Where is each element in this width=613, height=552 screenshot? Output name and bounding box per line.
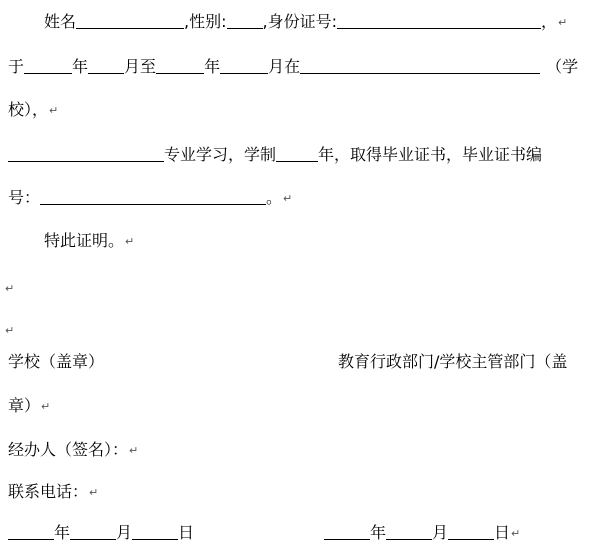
month-label: 月 bbox=[124, 57, 141, 76]
paragraph-mark-icon: ↵ bbox=[511, 527, 521, 540]
duration-field[interactable] bbox=[276, 143, 318, 162]
start-year-field[interactable] bbox=[24, 55, 72, 74]
paragraph-mark-icon: ↵ bbox=[89, 486, 99, 499]
year-label: 年 bbox=[72, 57, 89, 76]
line-school-close bbox=[8, 98, 58, 122]
to-label: 至 bbox=[140, 57, 157, 76]
dept-seal-close: 章） bbox=[8, 396, 41, 415]
comma: ， bbox=[540, 12, 557, 31]
end-month-field[interactable] bbox=[220, 55, 268, 74]
line-name bbox=[44, 10, 567, 34]
right-month-field[interactable] bbox=[386, 521, 432, 540]
gender-label: ,性别: bbox=[184, 12, 227, 31]
name-label: 姓名 bbox=[44, 12, 77, 31]
left-year-field[interactable] bbox=[8, 521, 54, 540]
name-field[interactable] bbox=[76, 10, 184, 29]
end-year-field[interactable] bbox=[156, 55, 204, 74]
gender-field[interactable] bbox=[227, 10, 263, 29]
paragraph-mark-icon: ↵ bbox=[283, 192, 293, 205]
right-day-field[interactable] bbox=[448, 521, 494, 540]
paragraph-mark-icon: ↵ bbox=[558, 16, 568, 29]
day-label: 日 bbox=[494, 523, 511, 542]
school-field[interactable] bbox=[300, 55, 540, 74]
start-month-field[interactable] bbox=[88, 55, 124, 74]
line-period bbox=[8, 55, 578, 79]
dept-seal-label: 教育行政部门/学校主管部门（盖 bbox=[338, 352, 568, 371]
year-label: 年 bbox=[54, 523, 71, 542]
line-dept-seal-close bbox=[8, 394, 50, 418]
empty-line-1 bbox=[4, 276, 14, 300]
id-label: ,身份证号: bbox=[262, 12, 337, 31]
line-handler bbox=[8, 438, 138, 462]
paragraph-mark-icon: ↵ bbox=[5, 324, 15, 337]
line-cert-no bbox=[8, 186, 292, 210]
month-label: 月 bbox=[432, 523, 449, 542]
left-day-field[interactable] bbox=[132, 521, 178, 540]
line-major bbox=[8, 143, 542, 167]
year-get-label: 年，取得毕业证书，毕业证书编 bbox=[318, 145, 543, 164]
left-month-field[interactable] bbox=[70, 521, 116, 540]
school-seal-label: 学校（盖章） bbox=[8, 352, 105, 371]
major-study-label: 专业学习，学制 bbox=[164, 145, 277, 164]
line-date-left bbox=[8, 521, 194, 545]
paragraph-mark-icon: ↵ bbox=[41, 400, 51, 413]
paragraph-mark-icon: ↵ bbox=[49, 104, 59, 117]
major-field[interactable] bbox=[8, 143, 164, 162]
line-date-right bbox=[324, 521, 520, 545]
line-phone bbox=[8, 480, 98, 504]
school-close: 校）， bbox=[8, 100, 49, 119]
year-label: 年 bbox=[204, 57, 221, 76]
id-number-field[interactable] bbox=[337, 10, 541, 29]
month-label: 月 bbox=[116, 523, 133, 542]
empty-line-2 bbox=[4, 318, 14, 342]
day-label: 日 bbox=[178, 523, 195, 542]
at-label: 月在 bbox=[268, 57, 301, 76]
from-label: 于 bbox=[8, 57, 25, 76]
right-year-field[interactable] bbox=[324, 521, 370, 540]
handler-label: 经办人（签名）： bbox=[8, 440, 129, 459]
paragraph-mark-icon: ↵ bbox=[129, 444, 139, 457]
paragraph-mark-icon: ↵ bbox=[5, 282, 15, 295]
cert-number-field[interactable] bbox=[40, 186, 266, 205]
paragraph-mark-icon: ↵ bbox=[125, 235, 135, 248]
cert-no-label: 号： bbox=[8, 188, 41, 207]
year-label: 年 bbox=[370, 523, 387, 542]
period: 。 bbox=[266, 188, 283, 207]
phone-label: 联系电话： bbox=[8, 482, 89, 501]
school-open: （学 bbox=[546, 57, 579, 76]
line-certify bbox=[44, 229, 134, 253]
certify-text: 特此证明。 bbox=[44, 231, 125, 250]
